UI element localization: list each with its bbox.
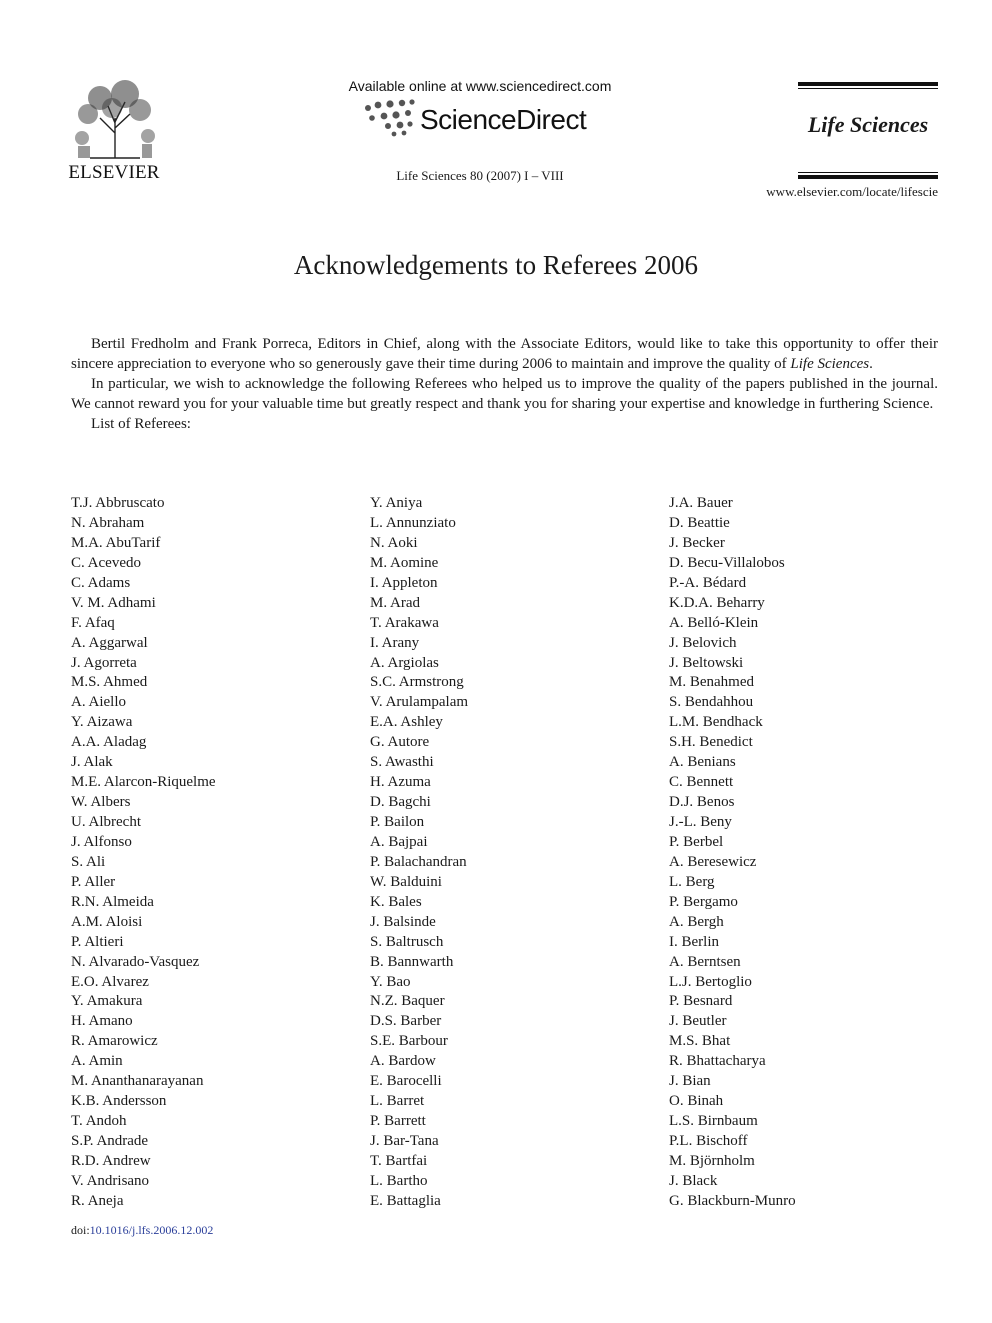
referee-name: A. Bardow (370, 1053, 436, 1070)
referee-name: H. Amano (71, 1013, 133, 1030)
doi-link[interactable]: 10.1016/j.lfs.2006.12.002 (89, 1223, 214, 1237)
referee-name: D.J. Benos (669, 794, 735, 811)
masthead-rule-bottom (798, 175, 938, 179)
referee-name: R. Aneja (71, 1192, 124, 1209)
referee-name: Y. Amakura (71, 993, 143, 1010)
referee-name: I. Appleton (370, 574, 438, 591)
referee-name: A. Berntsen (669, 953, 741, 970)
referee-name: I. Arany (370, 634, 420, 651)
referee-name: S.P. Andrade (71, 1133, 149, 1149)
referee-name: V. M. Adhami (71, 594, 156, 611)
referee-name: A.A. Aladag (71, 734, 147, 751)
referee-name: A. Bergh (669, 913, 724, 930)
masthead-rule-top-thin (798, 88, 938, 89)
referee-name: D.S. Barber (370, 1013, 442, 1030)
referee-column-2 (370, 494, 660, 1212)
referee-name: A. Bajpai (370, 833, 428, 850)
referee-name: P. Bailon (370, 814, 425, 830)
referee-name: C. Acevedo (71, 554, 141, 571)
referee-name: M. Arad (370, 594, 420, 611)
referee-name: A. Belló-Klein (669, 614, 759, 631)
referee-name: A. Aiello (71, 694, 126, 711)
intro-text (71, 334, 938, 434)
referee-name: H. Azuma (370, 774, 431, 791)
referee-name: L. Barret (370, 1093, 425, 1110)
referee-name: A. Argiolas (370, 654, 439, 671)
referee-name: S.E. Barbour (370, 1033, 448, 1050)
referee-name: V. Andrisano (71, 1172, 150, 1189)
journal-name-italic: Life Sciences (790, 356, 870, 372)
referee-name: S.H. Benedict (669, 734, 753, 751)
elsevier-tree-icon (70, 78, 160, 160)
referee-name: J. Bar-Tana (370, 1133, 439, 1149)
intro-paragraph-1: Bertil Fredholm and Frank Porreca, Editors in Chief, along with the Associate Editors, would like to take this opportunity to offer their sincere appreciation to everyone who so generously gave their time during 2006 to maintain and improve the quality of Life Sciences. (71, 336, 938, 372)
referee-name: P. Aller (71, 873, 116, 890)
referee-name: W. Albers (71, 794, 131, 811)
referee-name: P.L. Bischoff (669, 1133, 748, 1149)
referee-name: J. Beutler (669, 1013, 727, 1030)
referee-name: J. Beltowski (669, 654, 744, 671)
referee-name: E.A. Ashley (370, 714, 443, 731)
article-title: Acknowledgements to Referees 2006 (293, 250, 699, 280)
journal-url[interactable]: www.elsevier.com/locate/lifescie (766, 184, 938, 199)
intro-paragraph-2: In particular, we wish to acknowledge the following Referees who helped us to improve the quality of the papers published in the journal. We cannot reward you for your valuable time but greatly respect and thank you for sharing your expertise and knowledge in furthering Science. (71, 376, 938, 412)
referee-name: J. Becker (669, 534, 725, 551)
intro-paragraph-3: List of Referees: (91, 416, 191, 432)
referee-name: L. Bartho (370, 1172, 428, 1189)
referee-name: R.N. Almeida (71, 893, 154, 910)
referee-name: E.O. Alvarez (71, 973, 149, 990)
referee-name: V. Arulampalam (370, 694, 469, 711)
referee-name: L.M. Bendhack (669, 714, 763, 731)
referee-name: N. Aoki (370, 534, 418, 551)
referee-name: P. Barrett (370, 1113, 426, 1130)
referee-name: K.D.A. Beharry (669, 594, 765, 611)
referee-name: Y. Aniya (370, 495, 423, 511)
referee-name: G. Autore (370, 734, 430, 751)
referee-name: S. Awasthi (370, 754, 434, 771)
journal-masthead (798, 82, 938, 182)
referee-name: J. Belovich (669, 634, 737, 651)
referee-name: G. Blackburn-Munro (669, 1192, 796, 1209)
masthead-rule-bottom-thin (798, 172, 938, 173)
referee-name: P. Berbel (669, 833, 724, 850)
sciencedirect-logo (360, 98, 600, 140)
referee-name: J. Agorreta (71, 654, 137, 671)
referee-name: Y. Bao (370, 973, 411, 990)
referee-name: A. Amin (71, 1053, 123, 1070)
referee-name: A.M. Aloisi (71, 913, 143, 930)
referee-name: M.S. Ahmed (71, 674, 148, 691)
referee-name: M.S. Bhat (669, 1033, 731, 1050)
referee-name: U. Albrecht (71, 814, 141, 830)
referee-name: D. Becu-Villalobos (669, 554, 785, 571)
referee-name: Y. Aizawa (71, 714, 133, 731)
referee-name: M. Aomine (370, 554, 439, 571)
referee-name: B. Bannwarth (370, 953, 454, 970)
referee-name: J. Alak (71, 754, 113, 771)
referee-name: E. Barocelli (370, 1073, 442, 1090)
referee-name: T. Arakawa (370, 614, 439, 631)
masthead-rule-top (798, 82, 938, 86)
referee-name: J. Alfonso (71, 833, 132, 850)
referee-name: M.E. Alarcon-Riquelme (71, 774, 216, 791)
referee-name: M. Benahmed (669, 674, 754, 691)
publisher-name: ELSEVIER (68, 162, 160, 183)
referee-name: E. Battaglia (370, 1192, 441, 1209)
referee-name: R.D. Andrew (71, 1152, 151, 1169)
referee-name: M.A. AbuTarif (71, 534, 161, 551)
referee-name: L.S. Birnbaum (669, 1113, 758, 1130)
referee-column-3 (669, 494, 959, 1212)
referee-name: K. Bales (370, 893, 422, 910)
referee-name: P. Balachandran (370, 853, 467, 870)
referee-name: S.C. Armstrong (370, 674, 464, 691)
referee-name: J.A. Bauer (669, 495, 733, 511)
sciencedirect-name: ScienceDirect (420, 104, 587, 135)
referee-name: P. Altieri (71, 933, 124, 950)
page-header (0, 0, 992, 210)
referee-name: N. Abraham (71, 514, 145, 531)
referee-name: L. Annunziato (370, 514, 456, 531)
doi-prefix: doi: (71, 1223, 90, 1237)
referee-name: J. Bian (669, 1073, 711, 1090)
referee-name: D. Bagchi (370, 794, 431, 811)
referee-name: I. Berlin (669, 933, 719, 950)
referee-name: S. Baltrusch (370, 933, 444, 950)
journal-citation: Life Sciences 80 (2007) I – VIII (396, 168, 564, 183)
referee-name: R. Amarowicz (71, 1033, 158, 1050)
referee-name: D. Beattie (669, 514, 730, 531)
referee-name: N.Z. Baquer (370, 993, 445, 1010)
referee-name: A. Beresewicz (669, 853, 757, 870)
referee-name: P. Besnard (669, 993, 733, 1010)
referee-name: O. Binah (669, 1093, 724, 1110)
sciencedirect-dots-icon (360, 98, 420, 140)
referee-name: T. Bartfai (370, 1152, 428, 1169)
referee-name: S. Ali (71, 853, 106, 870)
referee-name: A. Aggarwal (71, 634, 148, 651)
elsevier-logo (64, 78, 164, 188)
referee-name: S. Bendahhou (669, 694, 754, 711)
referee-column-1 (71, 494, 361, 1212)
referee-name: C. Bennett (669, 774, 734, 791)
referee-name: L.J. Bertoglio (669, 973, 752, 990)
referee-name: K.B. Andersson (71, 1093, 167, 1110)
referee-name: P. Bergamo (669, 893, 738, 910)
referee-name: J. Balsinde (370, 913, 436, 930)
referee-name: N. Alvarado-Vasquez (71, 953, 200, 970)
referee-name: C. Adams (71, 574, 131, 591)
referee-name: M. Björnholm (669, 1152, 755, 1169)
doi-line (71, 1223, 213, 1238)
referee-name: J. Black (669, 1172, 718, 1189)
referee-name: T. Andoh (71, 1113, 127, 1130)
referee-name: W. Balduini (370, 873, 442, 890)
referee-name: P.-A. Bédard (669, 574, 747, 591)
referee-name: A. Benians (669, 754, 736, 771)
referee-name: L. Berg (669, 873, 715, 890)
referee-name: M. Ananthanarayanan (71, 1073, 204, 1090)
referee-name: J.-L. Beny (669, 814, 732, 830)
available-online-text: Available online at www.sciencedirect.com (348, 78, 612, 94)
journal-name: Life Sciences (807, 112, 929, 137)
referee-name: T.J. Abbruscato (71, 495, 165, 511)
referee-name: R. Bhattacharya (669, 1053, 766, 1070)
referee-name: F. Afaq (71, 614, 115, 631)
